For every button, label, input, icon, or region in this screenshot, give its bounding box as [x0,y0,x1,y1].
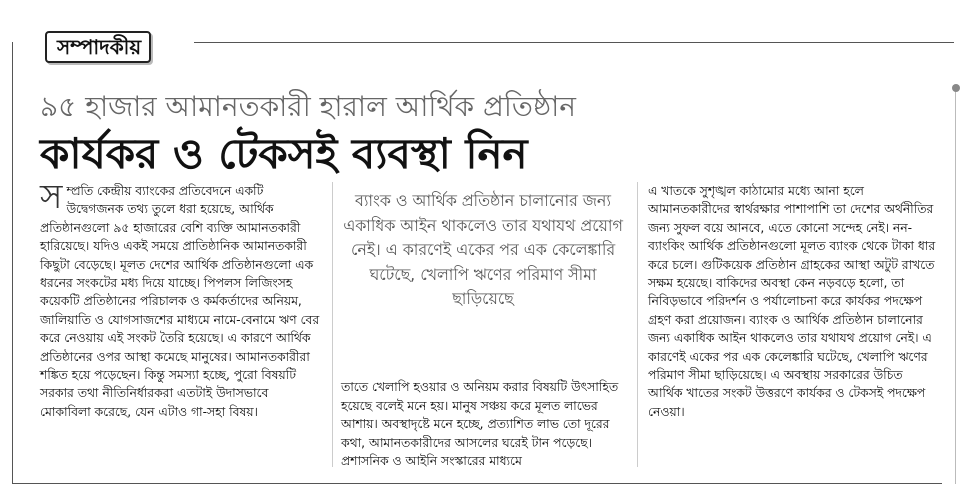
article-column-3 [648,182,938,421]
article-column-2 [341,366,625,483]
drop-cap: স [40,177,63,217]
article-column-1 [40,177,320,421]
top-rule [194,42,954,43]
ornament-dot [952,84,960,92]
article-text: ম্প্রতি কেন্দ্রীয় ব্যাংকের প্রতিবেদনে একটি উদ্বেগজনক তথ্য তুলে ধরা হয়েছে, আর্থিক প্রতিষ্ঠানগুলো ৯৫ হাজারের বেশি ব্যক্তি আমানতকারী হারিয়েছে। যদিও একই সময়ে প্রাতিষ্ঠানিক আমানতকারী কিছুটা বেড়েছে। মূলত দেশের আর্থিক প্রতিষ্ঠানগুলো এক ধরনের সংকটের মধ্য দিয়ে যাচ্ছে। পিপলস লিজিংসহ কয়েকটি প্রতিষ্ঠানের পরিচালক ও কর্মকর্তাদের অনিয়ম, জালিয়াতি ও যোগসাজশের মাধ্যমে নামে-বেনামে ঋণ বের করে নেওয়ায় এই সংকট তৈরি হয়েছে। এ কারণে আর্থিক প্রতিষ্ঠানের ওপর আস্থা কমেছে মানুষের। আমানতকারীরা শঙ্কিত হয়ে পড়েছেন। কিন্তু সমস্যা হচ্ছে, পুরো বিষয়টি সরকার তথা নীতিনির্ধারকরা এতটাই উদাসভাবে মোকাবিলা করেছে, যেন এটাও গা-সহা বিষয়। [40,184,320,419]
column-separator [637,182,638,467]
article-text: তাতে খেলাপি হওয়ার ও অনিয়ম করার বিষয়টি উৎসাহিত হয়েছে বলেই মনে হয়। মানুষ সঞ্চয় করে মূলত লাভের আশায়। অবস্থাদৃষ্টে মনে হচ্ছে, প্রত্যাশিত লাভ তো দূরের কথা, আমানতকারীদের আসলের ঘরেই টান পড়েছে। প্রশাসনিক ও আইনি সংস্কারের মাধ্যমে [341,380,619,468]
headline: কার্যকর ও টেকসই ব্যবস্থা নিন [40,129,528,178]
subheadline: ৯৫ হাজার আমানতকারী হারাল আর্থিক প্রতিষ্ঠান [40,90,577,123]
right-rule [955,88,956,484]
column-separator [332,182,333,467]
pull-quote: ব্যাংক ও আর্থিক প্রতিষ্ঠান চালানোর জন্য একাধিক আইন থাকলেও তার যথাযথ প্রয়োগ নেই। এ কারণেই একের পর এক কেলেঙ্কারি ঘটেছে, খেলাপি ঋণের পরিমাণ সীমা ছাড়িয়েছে [343,191,623,308]
article-text: এ খাতকে সুশৃঙ্খল কাঠামোর মধ্যে আনা হলে আমানতকারীদের স্বার্থরক্ষার পাশাপাশি তা দেশের অর্থনীতির জন্য সুফল বয়ে আনবে, এতে কোনো সন্দেহ নেই। নন-ব্যাংকিং আর্থিক প্রতিষ্ঠানগুলো মূলত ব্যাংক থেকে টাকা ধার করে চলে। গুটিকয়েক প্রতিষ্ঠান গ্রাহকের আস্থা অটুট রাখতে সক্ষম হয়েছে। বাকিদের অবস্থা কেন নড়বড়ে হলো, তা নিবিড়ভাবে পরিদর্শন ও পর্যালোচনা করে কার্যকর পদক্ষেপ গ্রহণ করা প্রয়োজন। ব্যাংক ও আর্থিক প্রতিষ্ঠান চালানোর জন্য একাধিক আইন থাকলেও তার যথাযথ প্রয়োগ নেই। এ কারণেই একের পর এক কেলেঙ্কারি ঘটেছে, খেলাপি ঋণের পরিমাণ সীমা ছাড়িয়েছে। এ অবস্থায় সরকারের উচিত আর্থিক খাতের সংকট উত্তরণে কার্যকর ও টেকসই পদক্ষেপ নেওয়া। [648,184,936,419]
section-label: সম্পাদকীয় [45,31,151,63]
